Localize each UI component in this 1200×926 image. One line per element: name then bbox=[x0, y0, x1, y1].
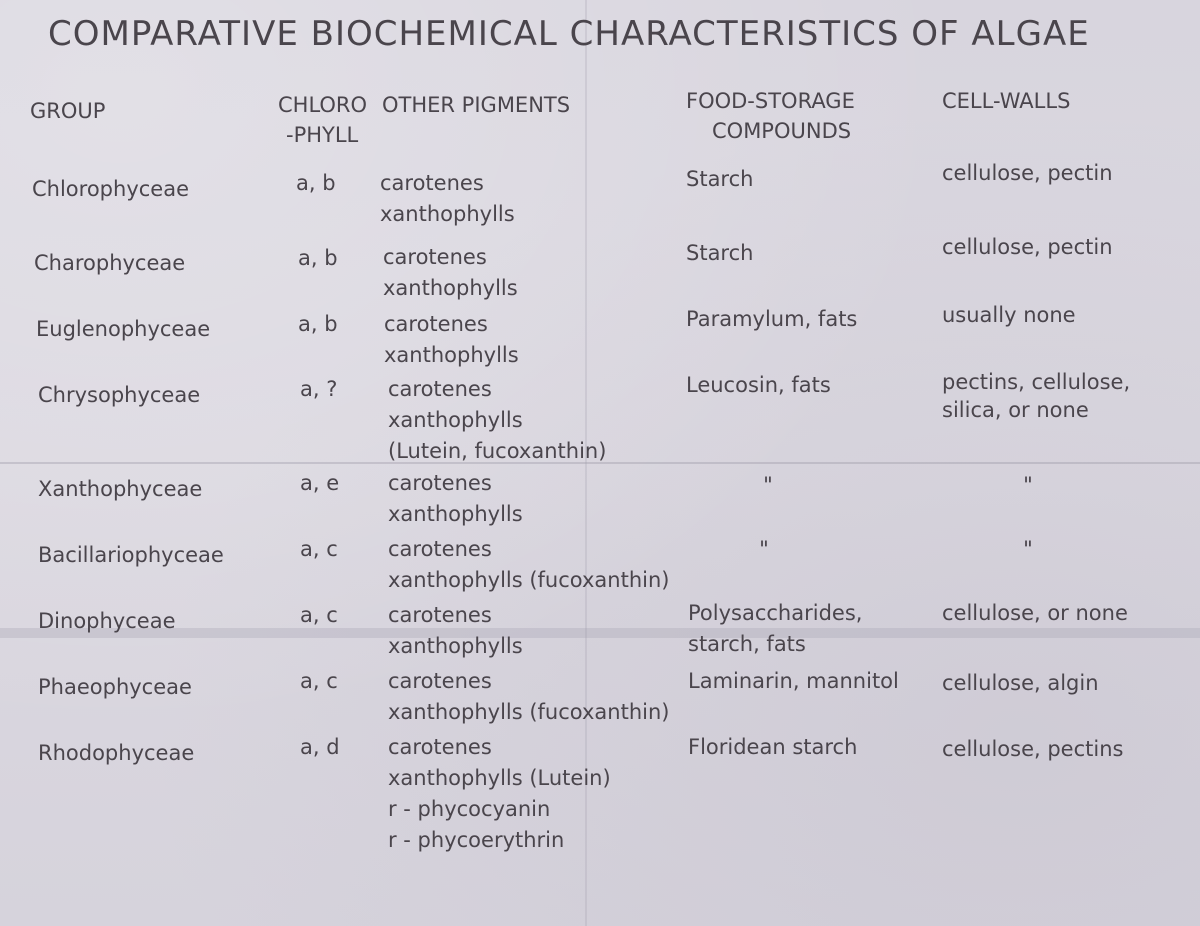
row-food bbox=[688, 598, 862, 660]
row-walls bbox=[942, 368, 1130, 424]
pigment-line: xanthophylls (fucoxanthin) bbox=[388, 568, 670, 592]
row-walls-ditto bbox=[1008, 470, 1048, 501]
header-food-line-1: FOOD-STORAGE bbox=[686, 89, 855, 113]
row-chlorophyll: a, c bbox=[300, 603, 338, 627]
header-food-line-2: COMPOUNDS bbox=[712, 119, 852, 143]
pigment-line: xanthophylls bbox=[380, 202, 515, 226]
row-pigments bbox=[383, 242, 518, 304]
row-walls bbox=[942, 598, 1128, 629]
ditto-mark: " bbox=[759, 537, 769, 561]
pigment-line: carotenes bbox=[388, 735, 492, 759]
row-chlorophyll: a, b bbox=[298, 246, 338, 270]
row-food bbox=[686, 304, 857, 335]
row-walls bbox=[942, 232, 1113, 263]
pigment-line: xanthophylls bbox=[384, 343, 519, 367]
row-pigments bbox=[380, 168, 515, 230]
food-line: Starch bbox=[686, 167, 754, 191]
pigment-line: xanthophylls (fucoxanthin) bbox=[388, 700, 670, 724]
food-line: Polysaccharides, bbox=[688, 601, 863, 625]
row-chlorophyll: a, b bbox=[298, 312, 338, 336]
row-food bbox=[686, 238, 753, 269]
row-food bbox=[688, 732, 857, 763]
food-line: Starch bbox=[686, 241, 754, 265]
row-pigments bbox=[384, 309, 519, 371]
walls-line: cellulose, algin bbox=[942, 671, 1099, 695]
row-pigments bbox=[388, 600, 523, 662]
row-group-name: Chlorophyceae bbox=[32, 177, 189, 201]
ditto-mark: " bbox=[1023, 537, 1033, 561]
row-chlorophyll: a, c bbox=[300, 537, 338, 561]
header-food-storage bbox=[686, 86, 855, 146]
pigment-line: (Lutein, fucoxanthin) bbox=[388, 439, 607, 463]
header-other-pigments: OTHER PIGMENTS bbox=[382, 93, 571, 117]
pigment-line: carotenes bbox=[388, 377, 492, 401]
pigment-line: carotenes bbox=[388, 471, 492, 495]
row-food bbox=[686, 370, 831, 401]
header-chlorophyll-line-1: CHLORO bbox=[278, 93, 368, 117]
pigment-line: carotenes bbox=[380, 171, 484, 195]
row-group-name: Xanthophyceae bbox=[38, 477, 203, 501]
header-cell-walls: CELL-WALLS bbox=[942, 89, 1071, 113]
row-chlorophyll: a, e bbox=[300, 471, 340, 495]
walls-line: usually none bbox=[942, 303, 1076, 327]
pigment-line: r - phycoerythrin bbox=[388, 828, 565, 852]
row-walls bbox=[942, 668, 1099, 699]
pigment-line: xanthophylls (Lutein) bbox=[388, 766, 611, 790]
row-group-name: Rhodophyceae bbox=[38, 741, 195, 765]
row-walls bbox=[942, 300, 1076, 331]
row-group-name: Charophyceae bbox=[34, 251, 186, 275]
row-walls-ditto bbox=[1008, 534, 1048, 565]
row-group-name: Chrysophyceae bbox=[38, 383, 201, 407]
walls-line: cellulose, or none bbox=[942, 601, 1128, 625]
page-title: COMPARATIVE BIOCHEMICAL CHARACTERISTICS OF ALGAE bbox=[48, 14, 1090, 54]
walls-line: cellulose, pectins bbox=[942, 737, 1124, 761]
row-chlorophyll: a, d bbox=[300, 735, 340, 759]
pigment-line: xanthophylls bbox=[388, 502, 523, 526]
walls-line: pectins, cellulose, bbox=[942, 370, 1131, 394]
header-chlorophyll bbox=[278, 90, 367, 150]
fold-line bbox=[0, 628, 1200, 638]
row-chlorophyll: a, c bbox=[300, 669, 338, 693]
header-group: GROUP bbox=[30, 99, 106, 123]
pigment-line: carotenes bbox=[383, 245, 487, 269]
row-chlorophyll: a, ? bbox=[300, 377, 338, 401]
walls-line: cellulose, pectin bbox=[942, 161, 1113, 185]
row-food-ditto bbox=[744, 534, 784, 565]
row-pigments bbox=[388, 666, 669, 728]
row-food bbox=[686, 164, 753, 195]
food-line: Laminarin, mannitol bbox=[688, 669, 899, 693]
ditto-mark: " bbox=[763, 473, 773, 497]
walls-line: silica, or none bbox=[942, 398, 1089, 422]
row-group-name: Dinophyceae bbox=[38, 609, 176, 633]
row-group-name: Phaeophyceae bbox=[38, 675, 192, 699]
row-pigments bbox=[388, 534, 669, 596]
row-food bbox=[688, 666, 899, 697]
row-pigments bbox=[388, 732, 611, 856]
pigment-line: carotenes bbox=[384, 312, 488, 336]
pigment-line: carotenes bbox=[388, 537, 492, 561]
row-group-name: Euglenophyceae bbox=[36, 317, 211, 341]
pigment-line: xanthophylls bbox=[383, 276, 518, 300]
row-chlorophyll: a, b bbox=[296, 171, 336, 195]
row-walls bbox=[942, 158, 1113, 189]
row-walls bbox=[942, 734, 1123, 765]
pigment-line: r - phycocyanin bbox=[388, 797, 551, 821]
food-line: Paramylum, fats bbox=[686, 307, 858, 331]
food-line: starch, fats bbox=[688, 632, 806, 656]
pigment-line: xanthophylls bbox=[388, 408, 523, 432]
pigment-line: xanthophylls bbox=[388, 634, 523, 658]
row-food-ditto bbox=[748, 470, 788, 501]
row-pigments bbox=[388, 374, 606, 467]
food-line: Leucosin, fats bbox=[686, 373, 831, 397]
row-pigments bbox=[388, 468, 523, 530]
header-chlorophyll-line-2: -PHYLL bbox=[286, 123, 359, 147]
ditto-mark: " bbox=[1023, 473, 1033, 497]
pigment-line: carotenes bbox=[388, 603, 492, 627]
food-line: Floridean starch bbox=[688, 735, 858, 759]
row-group-name: Bacillariophyceae bbox=[38, 543, 224, 567]
pigment-line: carotenes bbox=[388, 669, 492, 693]
walls-line: cellulose, pectin bbox=[942, 235, 1113, 259]
